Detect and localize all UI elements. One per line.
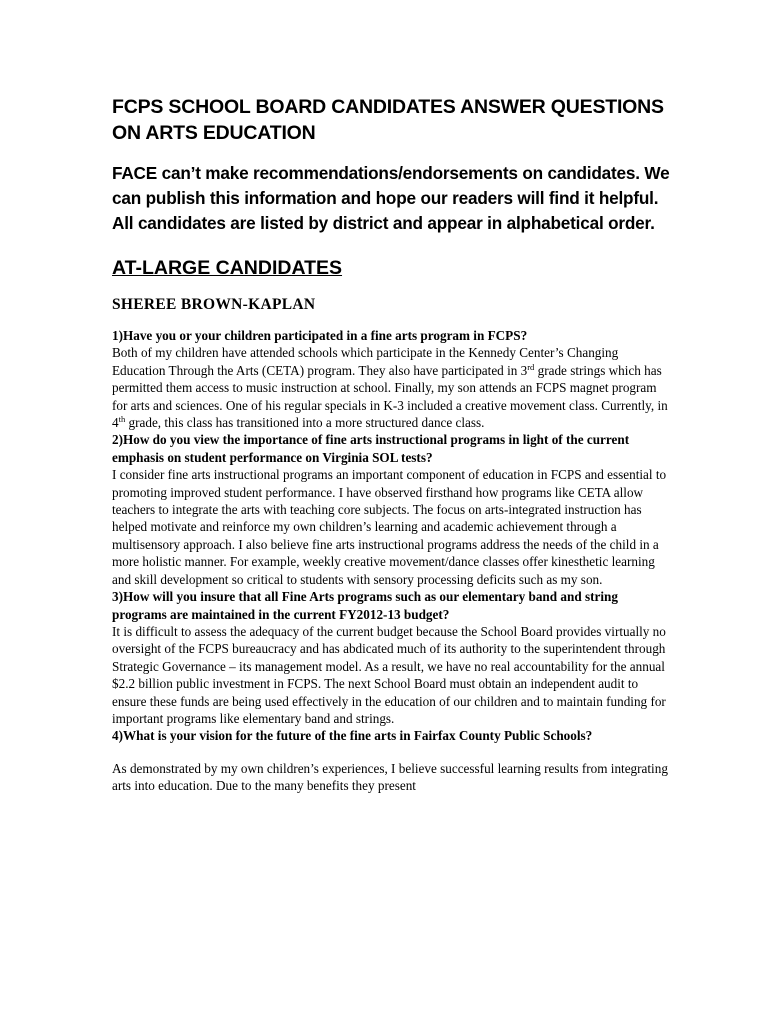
question-1: 1)Have you or your children participated in a fine arts program in FCPS? <box>112 328 528 343</box>
question-3: 3)How will you insure that all Fine Arts programs such as our elementary band and string programs are maintained in the current FY2012-13 budget? <box>112 589 618 622</box>
page-title: FCPS SCHOOL BOARD CANDIDATES ANSWER QUESTIONS ON ARTS EDUCATION <box>112 96 664 144</box>
answer-3: It is difficult to assess the adequacy of the current budget because the School Board provides virtually no oversight of the FCPS bureaucracy and has abdicated much of its authority to the superintendent through Strategic Governance – its management model. As a result, we have no real accountability for the annual $2.2 billion public investment in FCPS. The next School Board must obtain an independent audit to ensure these funds are being used effectively in the education of our children and to maintain funding for important programs like elementary band and strings. <box>112 623 666 726</box>
question-block-1 <box>112 327 672 795</box>
document-page <box>112 94 672 795</box>
answer-1-part-1: Both of my children have attended schools which participate in the Kennedy Center’s Changing Education Through the Arts (CETA) program. They also have participated in 3 <box>112 345 619 378</box>
intro-paragraph: FACE can’t make recommendations/endorsements on candidates. We can publish this information and hope our readers will find it helpful. All candidates are listed by district and appear in alphabetical order. <box>112 163 670 233</box>
answer-1-superscript-2: th <box>118 414 126 425</box>
answer-4: As demonstrated by my own children’s experiences, I believe successful learning results from integrating arts into education. Due to the many benefits they present <box>112 760 668 794</box>
answer-2: I consider fine arts instructional programs an important component of education in FCPS and essential to promoting improved student performance. I have observed firsthand how programs like CETA allow teachers to integrate the arts with teaching core subjects. The focus on arts-integrated instruction has helped motivate and reinforce my own children’s learning and academic achievement through a multisensory approach. I also believe fine arts instructional programs address the needs of the child in a more holistic manner. For example, weekly creative movement/dance classes offer kinesthetic learning and skill development so critical to students with sensory processing deficits such as my son. <box>112 467 667 587</box>
answer-1-superscript-1: rd <box>527 361 535 372</box>
candidate-name: SHEREE BROWN-KAPLAN <box>112 296 316 313</box>
section-heading: AT-LARGE CANDIDATES <box>112 257 343 279</box>
answer-1 <box>112 344 672 431</box>
answer-1-part-2: grade strings which has permitted them access to music instruction at school. Finally, my son attends an FCPS magnet program for arts and sciences. One of his regular specials in K-3 included a creative movement class. Currently, in 4 <box>112 362 668 431</box>
question-2: 2)How do you view the importance of fine arts instructional programs in light of the current emphasis on student performance on Virginia SOL tests? <box>112 432 630 465</box>
question-4: 4)What is your vision for the future of the fine arts in Fairfax County Public Schools? <box>112 728 593 744</box>
answer-1-part-3: grade, this class has transitioned into a more structured dance class. <box>125 415 485 431</box>
